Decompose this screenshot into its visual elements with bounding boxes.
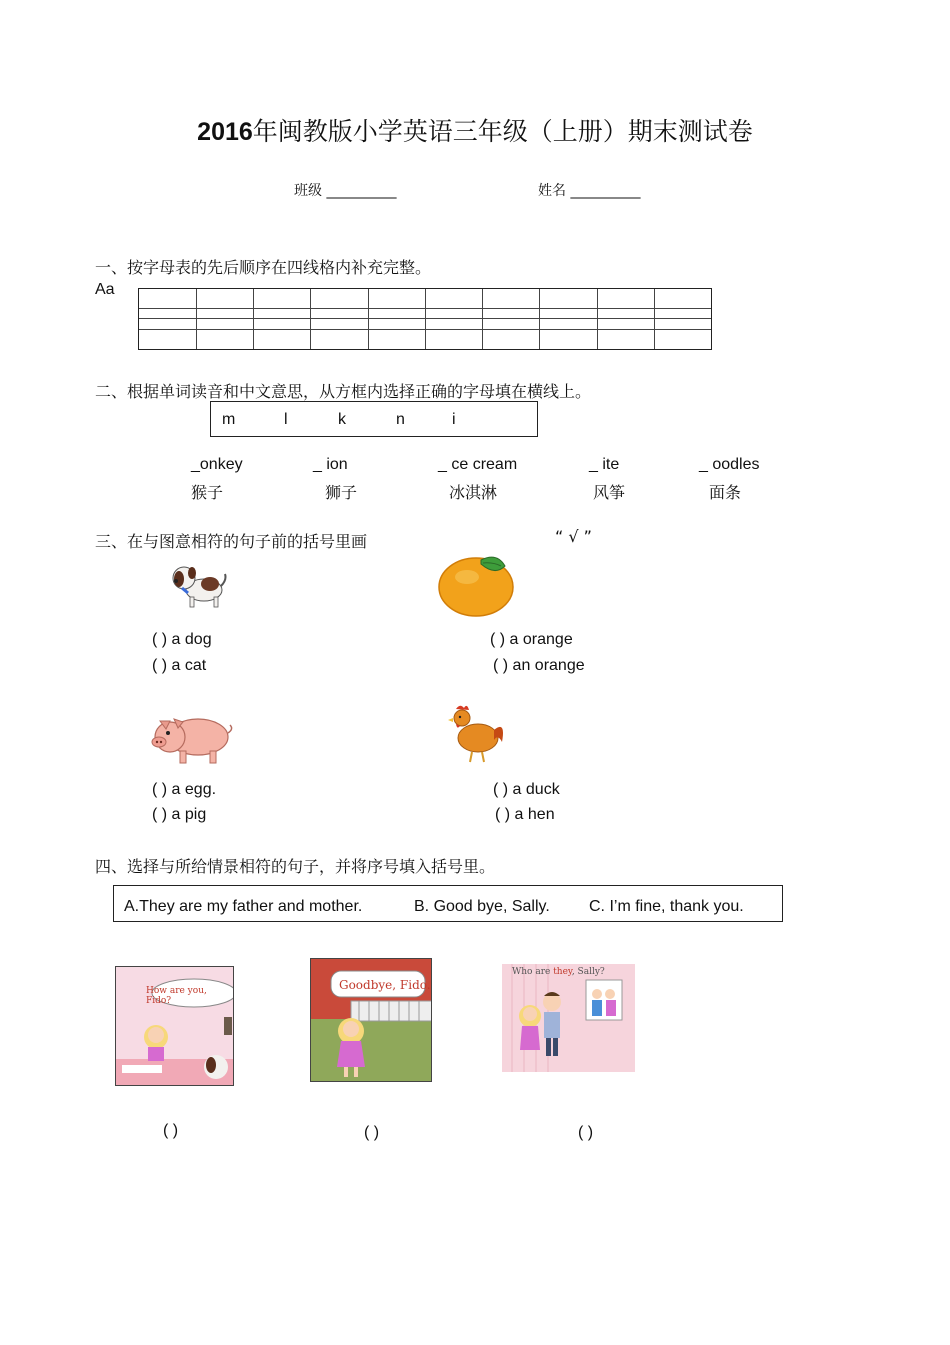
option-text[interactable]: ( ) a cat xyxy=(152,657,207,674)
word-blank[interactable]: _ ite xyxy=(589,456,620,473)
option-text[interactable]: ( ) a duck xyxy=(493,781,560,798)
answer-blank[interactable]: ( ) xyxy=(163,1122,179,1139)
letter-option: i xyxy=(452,411,456,428)
speech-bubble xyxy=(512,967,605,977)
option-text[interactable]: ( ) a pig xyxy=(152,806,207,823)
check-mark-symbol: “ √ ” xyxy=(555,527,592,546)
answer-blank[interactable]: ( ) xyxy=(364,1124,380,1141)
title-text: 年闽教版小学英语三年级（上册）期末测试卷 xyxy=(252,117,753,146)
dog-icon xyxy=(170,560,228,610)
title-year: 2016 xyxy=(197,118,253,146)
word-blank[interactable]: _ ion xyxy=(313,456,348,473)
scene-1-picture xyxy=(115,966,234,1086)
word-blank[interactable]: _ ce cream xyxy=(438,456,518,473)
sentence-options-box xyxy=(113,885,783,922)
class-field[interactable]: 班级 __________ xyxy=(294,183,397,199)
speech-bubble-emphasis: they xyxy=(553,967,572,977)
speech-bubble-part: Who are xyxy=(512,967,554,977)
speech-bubble: Goodbye, Fido. xyxy=(339,978,431,992)
word-meaning: 风筝 xyxy=(593,483,626,502)
word-meaning: 猴子 xyxy=(191,483,224,502)
hen-icon xyxy=(448,700,506,766)
letter-option: l xyxy=(284,411,288,428)
scene-3-picture xyxy=(502,964,635,1072)
scene-2-picture xyxy=(310,958,432,1082)
speech-bubble-part: , Sally? xyxy=(571,967,605,977)
option-text[interactable]: ( ) a egg. xyxy=(152,781,217,798)
answer-blank[interactable]: ( ) xyxy=(578,1124,594,1141)
sentence-option: A.They are my father and mother. xyxy=(124,898,363,915)
word-blank[interactable]: _ oodles xyxy=(699,456,760,473)
sentence-option: B. Good bye, Sally. xyxy=(414,898,550,915)
speech-bubble: How are you, Fido? xyxy=(146,986,207,1006)
section2-heading: 二、根据单词读音和中文意思，从方框内选择正确的字母填在横线上。 xyxy=(95,382,592,401)
section3-heading: 三、在与图意相符的句子前的括号里画 xyxy=(95,532,368,551)
option-text[interactable]: ( ) a dog xyxy=(152,631,212,648)
option-text[interactable]: ( ) a orange xyxy=(490,631,573,648)
letter-box xyxy=(210,401,538,437)
option-text[interactable]: ( ) a hen xyxy=(495,806,555,823)
section1-heading: 一、按字母表的先后顺序在四线格内补充完整。 xyxy=(95,258,432,277)
alphabet-start: Aa xyxy=(95,281,115,298)
orange-icon xyxy=(437,552,517,618)
word-meaning: 狮子 xyxy=(325,483,358,502)
pig-icon xyxy=(150,709,234,767)
word-meaning: 面条 xyxy=(709,483,742,502)
option-text[interactable]: ( ) an orange xyxy=(493,657,585,674)
name-field[interactable]: 姓名 __________ xyxy=(538,183,641,199)
letter-option: k xyxy=(338,411,346,428)
section4-heading: 四、选择与所给情景相符的句子，并将序号填入括号里。 xyxy=(95,857,496,876)
letter-option: n xyxy=(396,411,405,428)
four-line-grid[interactable] xyxy=(138,288,712,350)
letter-option: m xyxy=(222,411,236,428)
sentence-option: C. I’m fine, thank you. xyxy=(589,898,744,915)
word-blank[interactable]: _onkey xyxy=(191,456,243,473)
page-title xyxy=(0,112,950,148)
word-meaning: 冰淇淋 xyxy=(449,483,498,502)
